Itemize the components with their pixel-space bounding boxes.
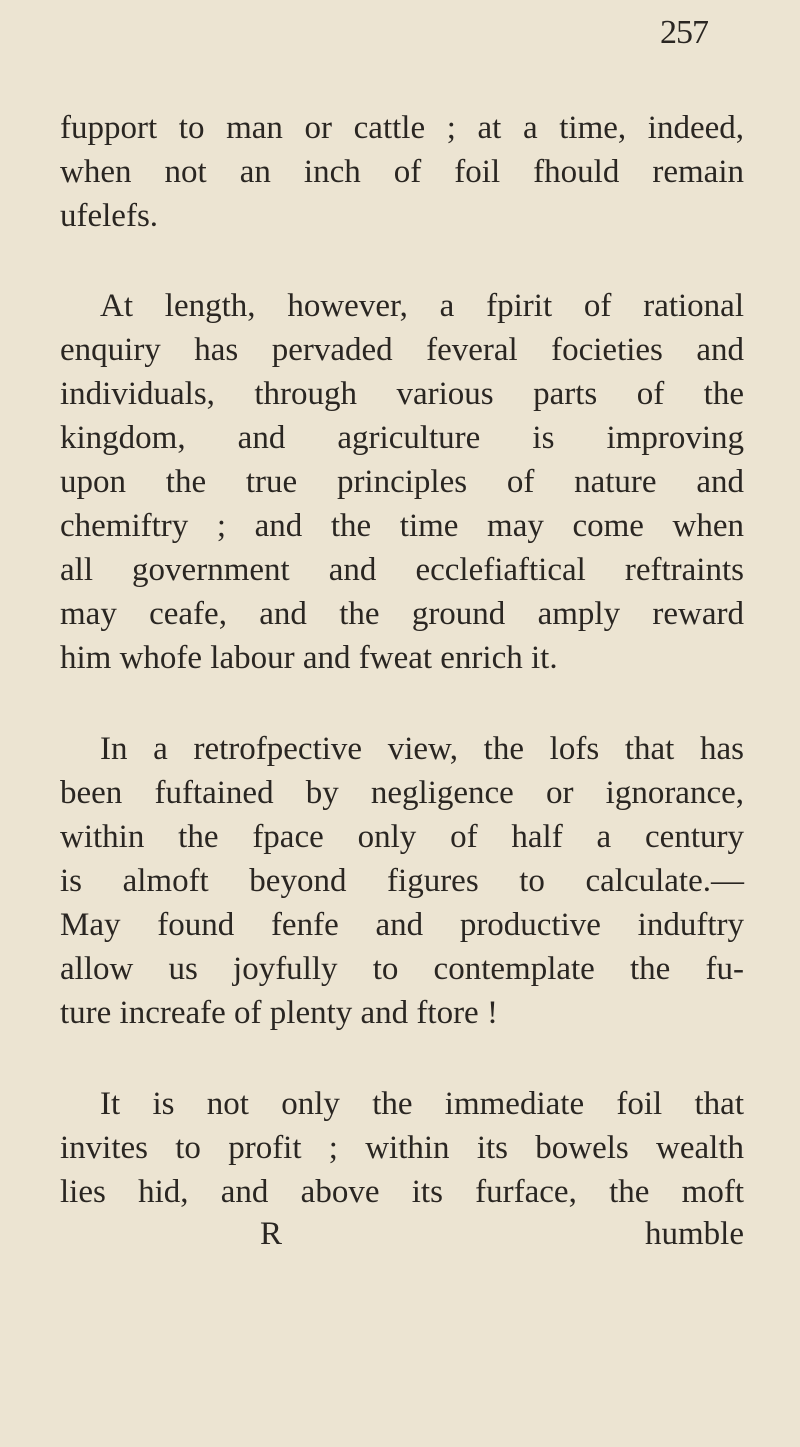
- text-line: all government and ecclefiaftical reftraints: [60, 552, 744, 588]
- page-footer: [60, 1212, 744, 1256]
- text-line: lies hid, and above its furface, the moft: [60, 1174, 744, 1210]
- text-line: individuals, through various parts of the: [60, 376, 744, 412]
- text-line: is almoft beyond figures to calculate.—: [60, 863, 744, 899]
- text-line: enquiry has pervaded feveral focieties and: [60, 332, 744, 368]
- text-line: May found fenfe and productive induftry: [60, 907, 744, 943]
- text-line: may ceafe, and the ground amply reward: [60, 596, 744, 632]
- text-line: within the fpace only of half a century: [60, 819, 744, 855]
- text-line: kingdom, and agriculture is improving: [60, 420, 744, 456]
- text-line: ture increafe of plenty and ftore !: [60, 995, 498, 1031]
- text-line: fupport to man or cattle ; at a time, indeed,: [60, 110, 744, 146]
- catchword: humble: [645, 1216, 744, 1252]
- text-line: chemiftry ; and the time may come when: [60, 508, 744, 544]
- signature-mark: R: [260, 1216, 283, 1252]
- text-line: invites to profit ; within its bowels wealth: [60, 1130, 744, 1166]
- text-line: In a retrofpective view, the lofs that has: [100, 731, 744, 767]
- text-line: allow us joyfully to contemplate the fu-: [60, 951, 744, 987]
- text-line: It is not only the immediate foil that: [100, 1086, 744, 1122]
- text-line: him whofe labour and fweat enrich it.: [60, 640, 558, 676]
- text-line: ufelefs.: [60, 198, 159, 234]
- text-line: At length, however, a fpirit of rational: [100, 288, 744, 324]
- text-line: when not an inch of foil fhould remain: [60, 154, 744, 190]
- text-line: upon the true principles of nature and: [60, 464, 744, 500]
- text-line: been fuftained by negligence or ignorance,: [60, 775, 744, 811]
- page-number: 257: [660, 14, 708, 51]
